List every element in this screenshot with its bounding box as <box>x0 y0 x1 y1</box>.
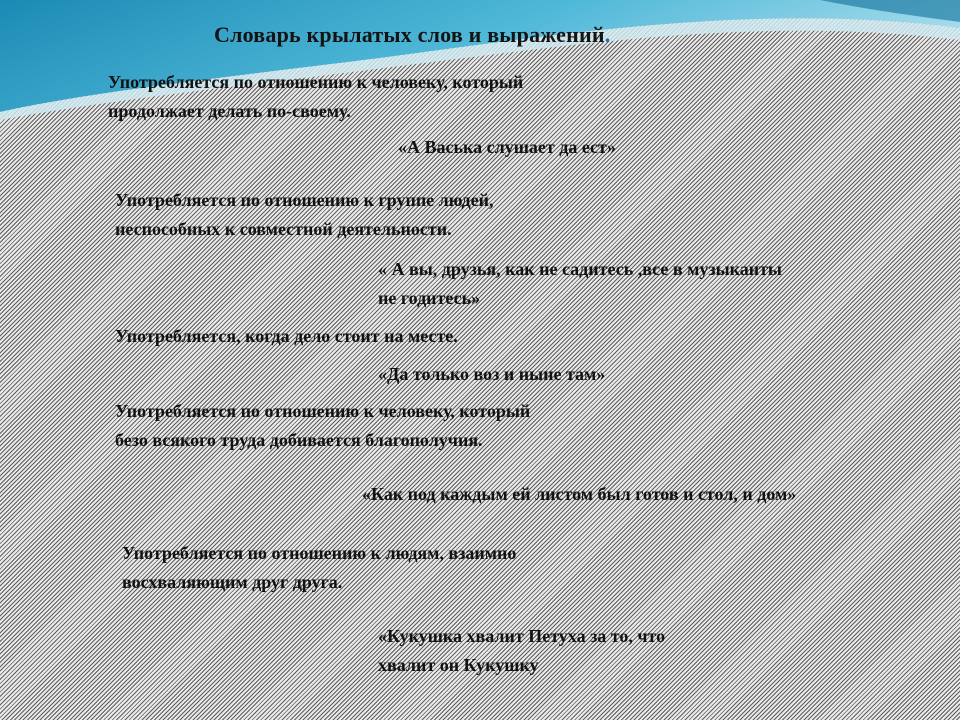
meaning-text: Употребляется, когда дело стоит на месте. <box>115 326 458 346</box>
meaning-text: Употребляется по отношению к человеку, который безо всякого труда добивается благополучия. <box>115 401 531 450</box>
fable-quote: « А вы, друзья, как не садитесь ,все в музыканты не годитесь» <box>378 259 782 308</box>
fable-quote: «Как под каждым ей листом был готов и стол, и дом» <box>362 484 797 504</box>
fable-quote: «Да только воз и ныне там» <box>378 364 606 384</box>
fable-quote: «А Васька слушает да ест» <box>398 137 616 157</box>
page-title: Словарь крылатых слов и выражений. <box>214 22 611 47</box>
meaning-text: Употребляется по отношению к группе людей, неспособных к совместной деятельности. <box>115 190 494 239</box>
fable-quote: «Кукушка хвалит Петуха за то, что хвалит он Кукушку <box>378 626 666 675</box>
meaning-text: Употребляется по отношению к людям, взаимно восхваляющим друг друга. <box>122 543 517 592</box>
meaning-text: Употребляется по отношению к человеку, который продолжает делать по-своему. <box>108 72 524 121</box>
